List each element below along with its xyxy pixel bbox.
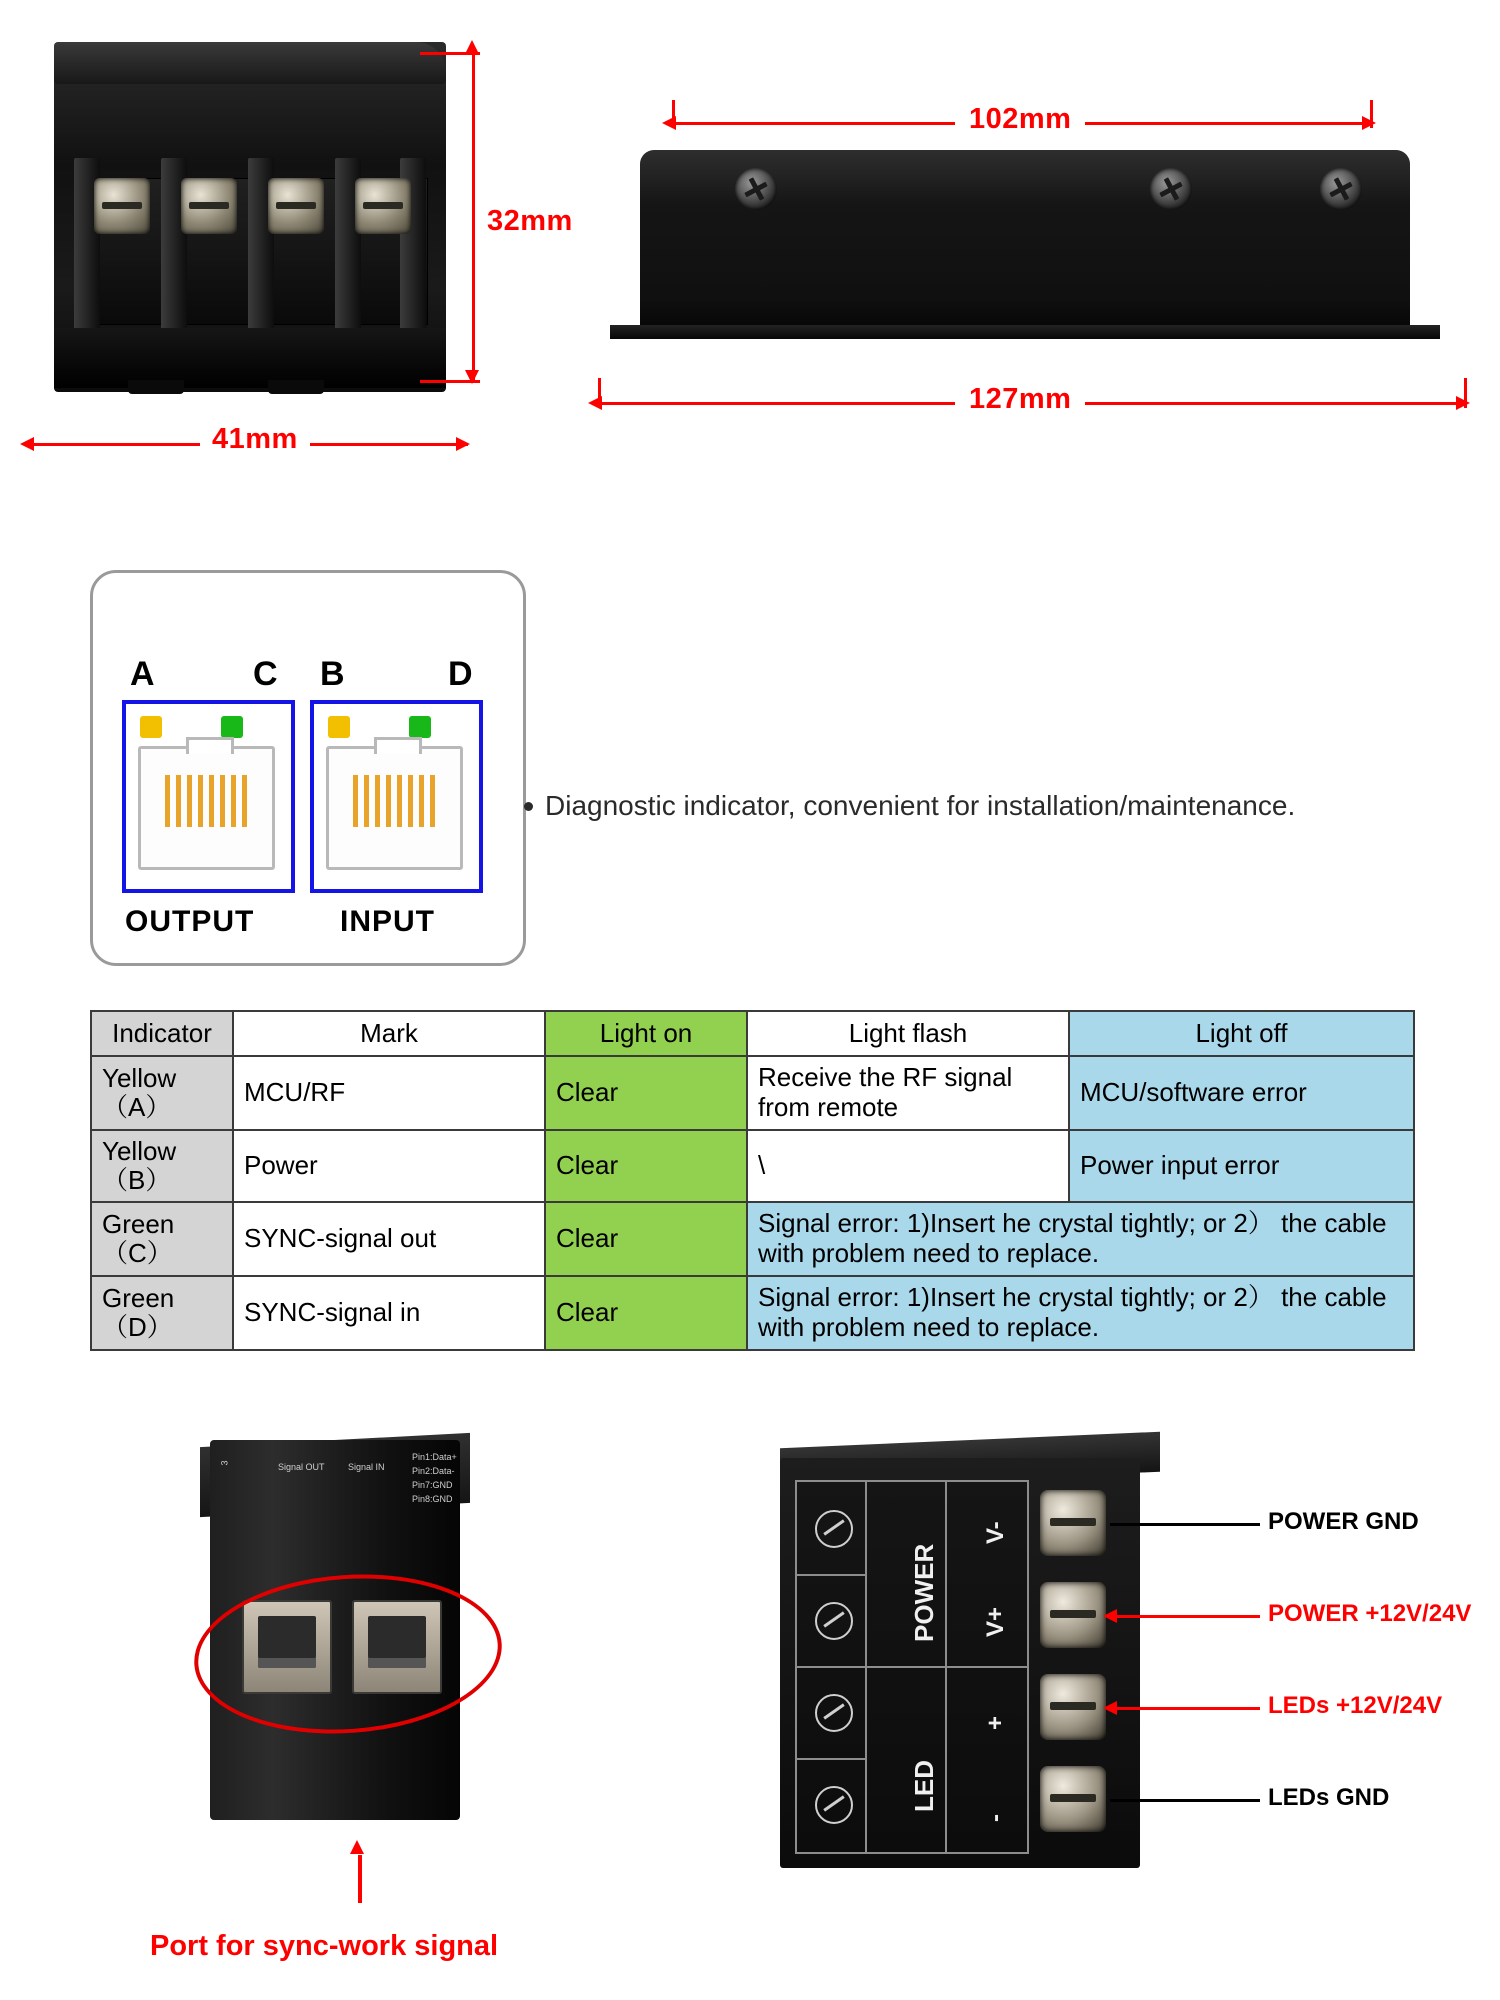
cell-light-off: MCU/software error [1069, 1056, 1414, 1130]
cell-indicator: Yellow（B） [91, 1130, 233, 1202]
product-front-photo [28, 28, 458, 403]
top-length-dimension-label: 102mm [955, 103, 1085, 136]
callout-lead-power-plus [1110, 1615, 1260, 1618]
terminal-screw [268, 178, 324, 234]
terminal-screw [94, 178, 150, 234]
callout-led-gnd: LEDs GND [1268, 1784, 1390, 1811]
indicator-table [90, 1010, 1415, 1351]
cell-indicator: Green（D） [91, 1276, 233, 1350]
rj45-latch-icon [186, 737, 234, 754]
cell-mark: SYNC-signal in [233, 1276, 545, 1350]
terminal-label-vminus: V- [982, 1521, 1009, 1544]
cell-light-on: Clear [545, 1202, 747, 1276]
screw-symbol-icon [815, 1510, 853, 1548]
led-indicator-d [409, 716, 431, 738]
terminal-screw-led-gnd[interactable] [1040, 1766, 1106, 1832]
group-label-power: POWER [909, 1543, 939, 1642]
led-indicator-c [221, 716, 243, 738]
rj45-jack-body [326, 746, 463, 870]
diagnostic-note: Diagnostic indicator, convenient for installation/maintenance. [545, 790, 1296, 821]
product-side-photo [610, 120, 1440, 370]
callout-lead-led-gnd [1110, 1799, 1260, 1802]
rj45-pins-icon [165, 775, 249, 827]
cell-light-on: Clear [545, 1056, 747, 1130]
cell-indicator: Yellow（A） [91, 1056, 233, 1130]
table-row [91, 1276, 1414, 1350]
height-dimension-label: 32mm [487, 205, 573, 237]
rj45-pins-icon [353, 775, 437, 827]
rj45-input-port[interactable] [310, 700, 483, 893]
screw-symbol-icon [815, 1602, 853, 1640]
device-foot [128, 380, 184, 394]
callout-lead-power-gnd [1110, 1523, 1260, 1526]
terminal-silkscreen-panel [795, 1480, 1029, 1854]
output-port-label: OUTPUT [125, 905, 255, 938]
th-light-flash: Light flash [747, 1011, 1069, 1056]
cell-signal-error: Signal error: 1)Insert he crystal tightly; or 2） the cable with problem need to replace. [747, 1202, 1414, 1276]
table-header-row [91, 1011, 1414, 1056]
indicator-letter-c: C [253, 655, 278, 693]
terminal-wiring-photo [760, 1440, 1260, 1880]
rj45-jack-body [138, 746, 275, 870]
cell-light-flash: Receive the RF signal from remote [747, 1056, 1069, 1130]
cell-light-on: Clear [545, 1276, 747, 1350]
table-row [91, 1056, 1414, 1130]
silk-signal-in: Signal IN [348, 1462, 385, 1472]
terminal-label-vplus: V+ [982, 1606, 1009, 1637]
th-indicator: Indicator [91, 1011, 233, 1056]
terminal-screw-power-gnd[interactable] [1040, 1490, 1106, 1556]
th-mark: Mark [233, 1011, 545, 1056]
cell-mark: Power [233, 1130, 545, 1202]
led-indicator-a [140, 716, 162, 738]
bottom-length-dimension-label: 127mm [955, 383, 1085, 416]
table-row [91, 1202, 1414, 1276]
callout-arrow-power-plus [1103, 1609, 1117, 1623]
silk-pin7: Pin7:GND [412, 1480, 453, 1490]
indicator-letter-b: B [320, 655, 345, 693]
cell-light-on: Clear [545, 1130, 747, 1202]
cell-light-flash: \ [747, 1130, 1069, 1202]
th-light-off: Light off [1069, 1011, 1414, 1056]
device-foot [268, 380, 324, 394]
rj45-output-port[interactable] [122, 700, 295, 893]
silk-pin8: Pin8:GND [412, 1494, 453, 1504]
screw-symbol-icon [815, 1694, 853, 1732]
terminal-screw [355, 178, 411, 234]
callout-power-gnd: POWER GND [1268, 1508, 1419, 1535]
th-light-on: Light on [545, 1011, 747, 1056]
silk-side-text: 3 [219, 1460, 230, 1466]
indicator-letter-a: A [130, 655, 155, 693]
callout-led-plus: LEDs +12V/24V [1268, 1692, 1443, 1719]
group-label-led: LED [909, 1760, 939, 1812]
sync-port-caption: Port for sync-work signal [150, 1930, 499, 1962]
silk-signal-out: Signal OUT [278, 1462, 325, 1472]
led-indicator-b [328, 716, 350, 738]
rj45-latch-icon [374, 737, 422, 754]
input-port-label: INPUT [340, 905, 435, 938]
terminal-screw [181, 178, 237, 234]
sync-port-photo [180, 1440, 510, 1850]
terminal-label-minus: - [982, 1814, 1009, 1822]
device-top-cover [54, 42, 446, 84]
cell-mark: MCU/RF [233, 1056, 545, 1130]
device-base [54, 328, 446, 388]
terminal-screw-led-plus[interactable] [1040, 1674, 1106, 1740]
terminal-screw-power-plus[interactable] [1040, 1582, 1106, 1648]
cell-light-off: Power input error [1069, 1130, 1414, 1202]
cell-mark: SYNC-signal out [233, 1202, 545, 1276]
table-row [91, 1130, 1414, 1202]
terminal-label-plus: + [982, 1715, 1009, 1730]
silk-pin2: Pin2:Data- [412, 1466, 455, 1476]
device-side-body [640, 150, 1410, 335]
bullet-icon [524, 802, 533, 811]
callout-lead-led-plus [1110, 1707, 1260, 1710]
device-mounting-flange [610, 325, 1440, 339]
width-dimension-label: 41mm [200, 423, 310, 456]
screw-symbol-icon [815, 1786, 853, 1824]
silk-pin1: Pin1:Data+ [412, 1452, 457, 1462]
cell-signal-error: Signal error: 1)Insert he crystal tightly; or 2） the cable with problem need to replace. [747, 1276, 1414, 1350]
callout-power-plus: POWER +12V/24V [1268, 1600, 1472, 1627]
mounting-screw-icon [1320, 168, 1362, 210]
cell-indicator: Green（C） [91, 1202, 233, 1276]
indicator-letter-d: D [448, 655, 473, 693]
callout-arrow-led-plus [1103, 1701, 1117, 1715]
